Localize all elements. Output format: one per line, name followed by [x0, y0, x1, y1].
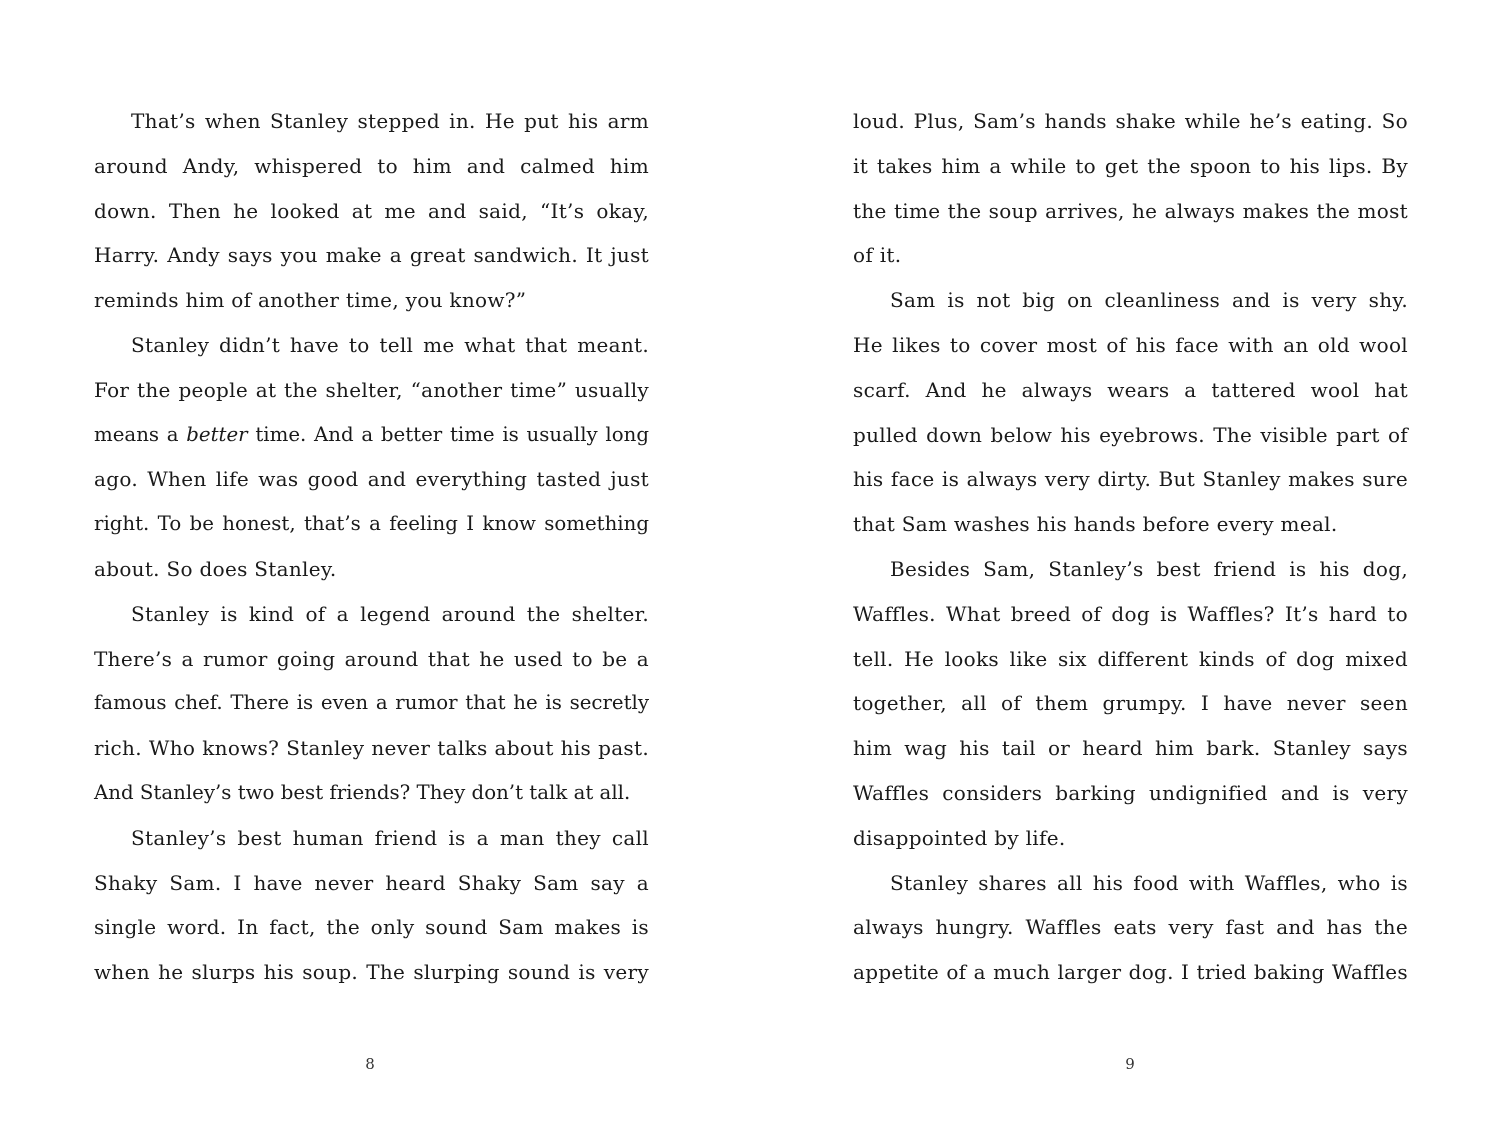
text-line: Waffles considers barking undignified and is very [853, 780, 1408, 805]
text-line: when he slurps his soup. The slurping sound is very [94, 960, 649, 985]
text-line: Stanley didn’t have to tell me what that meant. [131, 332, 649, 357]
text-line: loud. Plus, Sam’s hands shake while he’s eating. So [853, 109, 1408, 133]
text-line: ago. When life was good and everything tasted just [94, 467, 649, 492]
text-line: That’s when Stanley stepped in. He put his arm [131, 109, 649, 133]
text-line: disappointed by life. [853, 825, 1066, 850]
text-line: There’s a rumor going around that he used to be a [94, 646, 649, 671]
text-line [94, 413, 649, 458]
text-line: Stanley is kind of a legend around the shelter. [131, 601, 649, 626]
page-number-right: 9 [1125, 1055, 1135, 1073]
text-line: the time the soup arrives, he always makes the most [853, 198, 1408, 223]
text-line: that Sam washes his hands before every meal. [853, 512, 1338, 537]
text-line: Sam is not big on cleanliness and is very shy. [890, 288, 1408, 313]
text-line: down. Then he looked at me and said, “It’s okay, [94, 198, 649, 223]
text-line: always hungry. Waffles eats very fast and has the [853, 915, 1408, 940]
text-line: Waffles. What breed of dog is Waffles? It’s hard to [853, 601, 1408, 626]
text-line: together, all of them grumpy. I have never seen [853, 691, 1408, 716]
left-page-text [94, 99, 649, 995]
text-line: of it. [853, 243, 902, 268]
text-line: right. To be honest, that’s a feeling I know something [94, 512, 649, 536]
text-line: tell. He looks like six different kinds of dog mixed [853, 646, 1408, 671]
text-line: appetite of a much larger dog. I tried baking Waffles [853, 960, 1408, 985]
text-line: Besides Sam, Stanley’s best friend is his dog, [890, 556, 1408, 581]
text-line: He likes to cover most of his face with an old wool [853, 332, 1408, 357]
page-number-left: 8 [365, 1055, 375, 1073]
text-line: For the people at the shelter, “another time” usually [94, 377, 649, 402]
text-line: reminds him of another time, you know?” [94, 288, 527, 313]
text-line: around Andy, whispered to him and calmed him [94, 153, 649, 178]
text-line: it takes him a while to get the spoon to his lips. By [853, 153, 1408, 178]
text-line: him wag his tail or heard him bark. Stanley says [853, 736, 1408, 761]
text-line: pulled down below his eyebrows. The visible part of [853, 422, 1408, 447]
text-line: scarf. And he always wears a tattered wool hat [853, 377, 1408, 402]
right-page-text [853, 99, 1408, 995]
text-line: Stanley shares all his food with Waffles, who is [890, 870, 1408, 895]
text-segment: time. And a better time is usually long [247, 422, 649, 446]
text-line: Stanley’s best human friend is a man they call [131, 825, 649, 850]
text-line: single word. In fact, the only sound Sam makes is [94, 915, 649, 940]
text-line: And Stanley’s two best friends? They don’t talk at all. [94, 780, 631, 804]
text-line: his face is always very dirty. But Stanley makes sure [853, 467, 1408, 492]
text-line: Harry. Andy says you make a great sandwich. It just [94, 243, 649, 268]
text-segment: means a [94, 422, 187, 446]
text-line: about. So does Stanley. [94, 556, 337, 581]
text-line: famous chef. There is even a rumor that he is secretly [94, 691, 649, 715]
text-line: Shaky Sam. I have never heard Shaky Sam say a [94, 870, 649, 895]
text-line: rich. Who knows? Stanley never talks about his past. [94, 736, 649, 761]
italic-word: better [186, 422, 248, 446]
